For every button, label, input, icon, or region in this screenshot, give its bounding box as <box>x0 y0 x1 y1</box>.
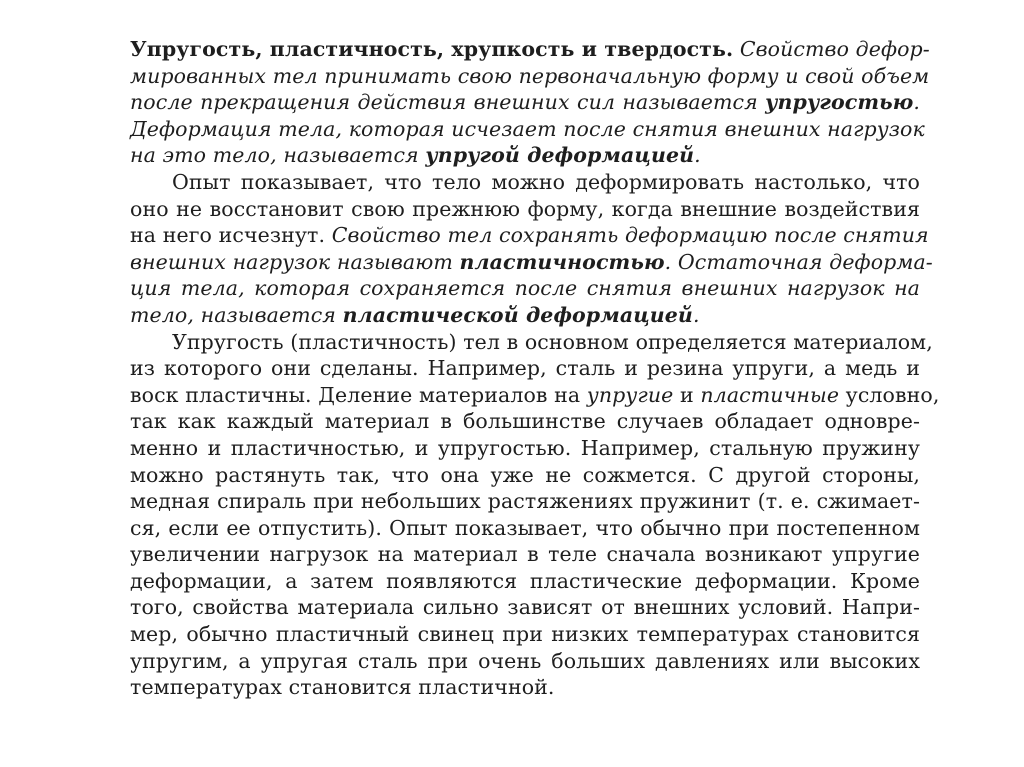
text-line <box>130 674 920 701</box>
text-run: увеличении нагрузок на материал в теле сначала возникают упругие <box>130 542 920 567</box>
text-run: Опыт показывает, что тело можно деформировать настолько, что <box>172 169 920 194</box>
text-line <box>130 515 920 542</box>
text-line <box>130 408 920 435</box>
text-line <box>130 36 930 63</box>
text-run: Упругость (пластичность) тел в основном определяется материалом, <box>172 329 933 354</box>
text-run: того, свойства материала сильно зависят от внешних условий. Напри- <box>130 595 920 620</box>
section-heading: Упругость, пластичность, хрупкость и твердость. <box>130 37 734 61</box>
text-line <box>130 89 920 116</box>
text-line <box>130 648 920 675</box>
text-run: ся, если ее отпустить). Опыт показывает, что обычно при постепенном <box>130 515 920 540</box>
text-run: мер, обычно пластичный свинец при низких температурах становится <box>130 622 920 647</box>
text-line <box>130 169 920 196</box>
text-run: . Остаточная деформа- <box>664 249 933 274</box>
text-run: на него исчезнут. <box>130 223 332 248</box>
text-run: температурах становится пластичной. <box>130 675 555 700</box>
text-run: можно растянуть так, что она уже не сожмется. С другой стороны, <box>130 462 920 487</box>
text-line <box>130 462 920 489</box>
paragraph <box>130 169 933 329</box>
text-run: внешних нагрузок называют <box>130 249 460 274</box>
text-line <box>130 142 920 169</box>
text-line <box>130 435 920 462</box>
text-run: после прекращения действия внешних сил называется <box>130 90 766 115</box>
text-run: пластичные <box>700 382 840 407</box>
text-line <box>130 63 930 90</box>
text-run: упругие <box>586 382 674 407</box>
text-run: Свойство дефор- <box>733 37 930 61</box>
text-run: . <box>692 302 700 327</box>
text-block <box>130 36 940 701</box>
text-line <box>130 594 920 621</box>
term-highlight: упругой деформацией <box>425 143 695 168</box>
text-run: менно и пластичностью, и упругостью. Например, стальную пружину <box>130 435 920 460</box>
term-highlight: пластической деформацией <box>342 302 693 327</box>
text-run: воск пластичны. Деление материалов на <box>130 382 587 407</box>
paragraph <box>130 36 930 169</box>
text-line <box>130 355 920 382</box>
text-run: Деформация тела, которая исчезает после снятия внешних нагрузок <box>130 116 925 141</box>
term-highlight: пластичностью <box>459 249 665 274</box>
text-line <box>130 302 920 329</box>
text-run: тело, называется <box>130 302 343 327</box>
text-line <box>130 196 920 223</box>
text-run: . <box>694 143 701 168</box>
text-run: из которого они сделаны. Например, сталь и резина упруги, а медь и <box>130 356 920 381</box>
text-run: и <box>673 382 701 407</box>
text-run: . <box>913 90 920 115</box>
text-line <box>130 541 920 568</box>
text-run: деформации, а затем появляются пластические деформации. Кроме <box>130 568 920 593</box>
text-line <box>130 249 933 276</box>
text-line <box>130 116 925 143</box>
text-run: условно, <box>839 382 940 407</box>
text-run: упругим, а упругая сталь при очень больших давлениях или высоких <box>130 648 920 673</box>
paragraph <box>130 329 940 701</box>
text-run: медная спираль при небольших растяжениях пружинит (т. е. сжимает- <box>130 489 920 514</box>
text-run: мированных тел принимать свою первоначальную форму и свой объем <box>130 63 930 88</box>
text-run: Свойство тел сохранять деформацию после снятия <box>331 223 929 248</box>
text-line <box>130 488 920 515</box>
text-line <box>130 568 920 595</box>
text-line <box>130 382 940 409</box>
text-run: на это тело, называется <box>130 143 426 168</box>
text-run: оно не восстановит свою прежнюю форму, когда внешние воздействия <box>130 196 920 221</box>
text-run: ция тела, которая сохраняется после снятия внешних нагрузок на <box>130 276 920 301</box>
text-line <box>130 222 929 249</box>
text-line <box>130 621 920 648</box>
text-line <box>130 329 933 356</box>
text-line <box>130 275 920 302</box>
text-run: так как каждый материал в большинстве случаев обладает одновре- <box>130 409 920 434</box>
term-highlight: упругостью <box>765 90 914 115</box>
